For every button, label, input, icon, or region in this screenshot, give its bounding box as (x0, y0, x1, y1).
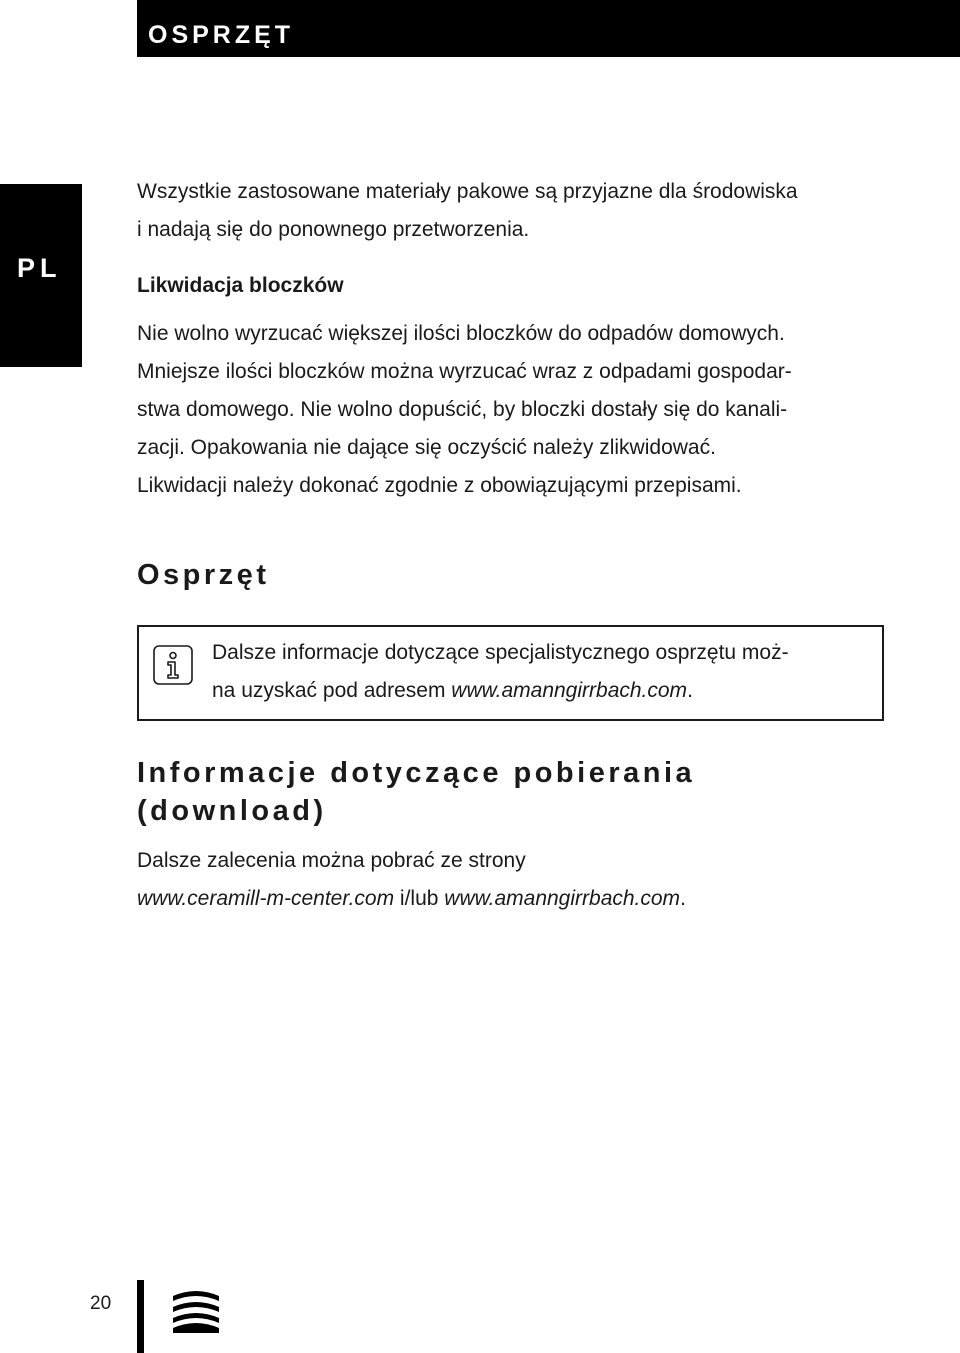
disposal-line: zacji. Opakowania nie dające się oczyścić należy zlikwidować. (137, 436, 716, 459)
ceramill-link[interactable]: www.ceramill-m-center.com (137, 887, 395, 910)
download-suffix: . (680, 887, 686, 910)
amanngirrbach-download-link[interactable]: www.amanngirrbach.com (444, 887, 681, 910)
disposal-line: Likwidacji należy dokonać zgodnie z obowiązującymi przepisami. (137, 474, 742, 497)
accessories-heading: Osprzęt (137, 559, 270, 591)
amanngirrbach-link[interactable]: www.amanngirrbach.com (451, 679, 688, 702)
info-box (137, 625, 884, 721)
info-line (212, 672, 789, 710)
disposal-line: Nie wolno wyrzucać większej ilości bloczków do odpadów domowych. (137, 322, 785, 345)
disposal-paragraph (137, 315, 792, 505)
intro-paragraph (137, 173, 798, 249)
amann-girrbach-logo-icon (170, 1287, 222, 1333)
disposal-heading: Likwidacja bloczków (137, 274, 344, 297)
header-bar (137, 0, 960, 57)
download-heading-line: (download) (137, 795, 327, 827)
header-title: OSPRZĘT (148, 21, 295, 49)
info-line: Dalsze informacje dotyczące specjalistycznego osprzętu moż- (212, 641, 789, 664)
download-links-line (137, 880, 686, 918)
info-text (212, 634, 789, 710)
footer-bar (137, 1280, 144, 1353)
language-label: PL (17, 253, 62, 283)
disposal-line: stwa domowego. Nie wolno dopuścić, by bloczki dostały się do kanali- (137, 398, 788, 421)
disposal-line: Mniejsze ilości bloczków można wyrzucać wraz z odpadami gospodar- (137, 360, 792, 383)
intro-line: i nadają się do ponownego przetworzenia. (137, 218, 530, 241)
language-tab (0, 184, 82, 367)
info-text-suffix: . (687, 679, 693, 702)
download-heading (137, 754, 695, 830)
download-paragraph (137, 842, 686, 918)
page-number: 20 (90, 1293, 112, 1314)
info-text-prefix: na uzyskać pod adresem (212, 679, 452, 702)
download-connector: i/lub (394, 887, 445, 910)
download-heading-line: Informacje dotyczące pobierania (137, 757, 696, 789)
info-icon (153, 645, 193, 685)
intro-line: Wszystkie zastosowane materiały pakowe są przyjazne dla środowiska (137, 180, 798, 203)
download-line: Dalsze zalecenia można pobrać ze strony (137, 849, 526, 872)
